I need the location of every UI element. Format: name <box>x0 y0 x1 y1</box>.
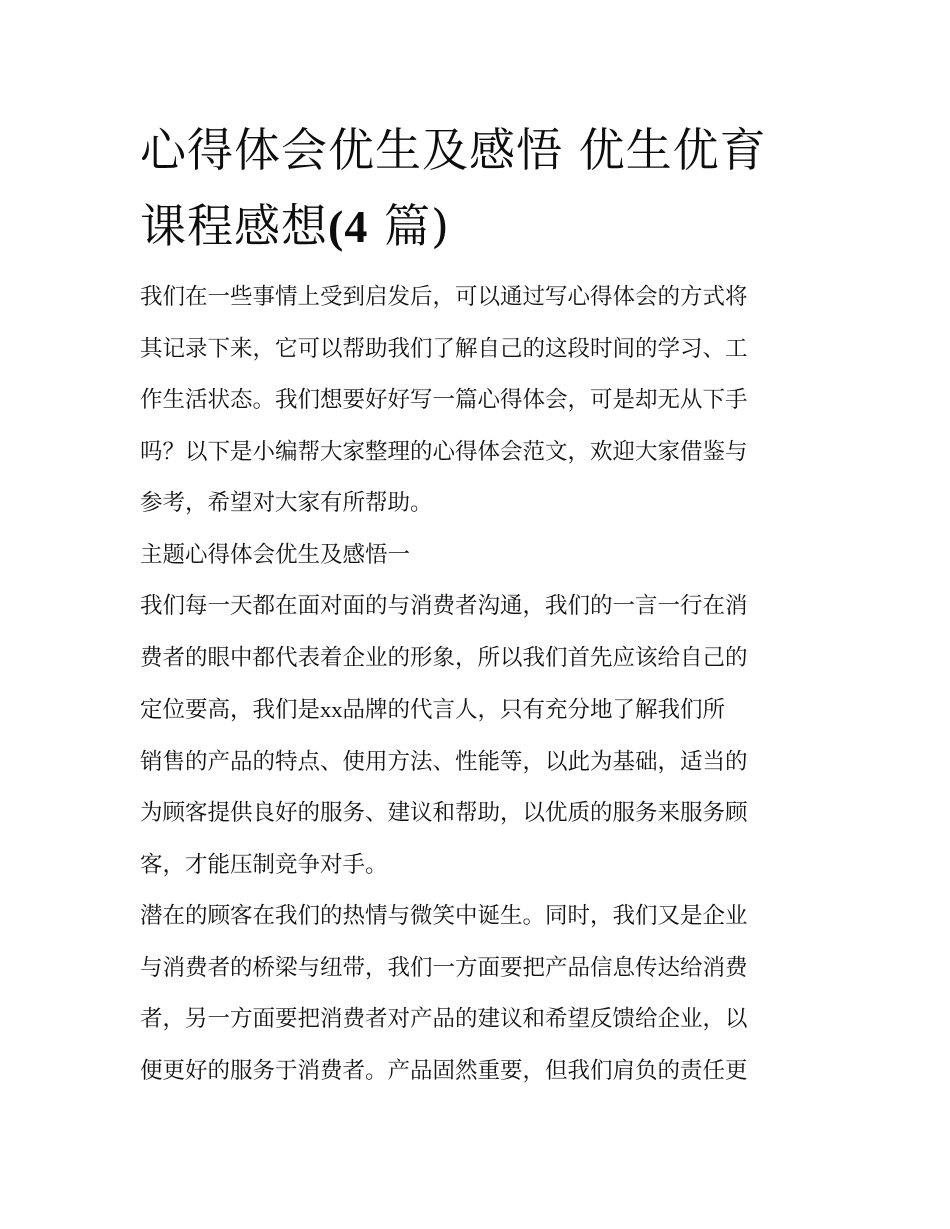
paragraph-line: 为顾客提供良好的服务、建议和帮助，以优质的服务来服务顾 <box>140 800 748 826</box>
title-line-2-prefix: 课程感想 <box>140 199 328 253</box>
section-paragraph-2 <box>140 891 830 1097</box>
paragraph-line: 我们每一天都在面对面的与消费者沟通，我们的一言一行在消 <box>140 593 748 619</box>
section-paragraph-1 <box>140 581 830 891</box>
intro-line: 作生活状态。我们想要好好写一篇心得体会，可是却无从下手 <box>140 387 748 413</box>
brand-placeholder: xx <box>320 697 343 722</box>
paragraph-line: 客，才能压制竞争对手。 <box>140 851 388 878</box>
intro-line: 吗？以下是小编帮大家整理的心得体会范文，欢迎大家借鉴与 <box>140 438 748 465</box>
paragraph-line: 潜在的顾客在我们的热情与微笑中诞生。同时，我们又是企业 <box>140 903 748 929</box>
line-suffix: 品牌的代言人，只有充分地了解我们所 <box>342 697 726 723</box>
paragraph-line: 与消费者的桥梁与纽带，我们一方面要把产品信息传达给消费 <box>140 954 748 981</box>
title-line-1: 心得体会优生及感悟 优生优育 <box>140 123 767 177</box>
title-line-2 <box>140 188 830 265</box>
intro-line: 参考，希望对大家有所帮助。 <box>140 490 433 516</box>
paragraph-line: 者，另一方面要把消费者对产品的建议和希望反馈给企业，以 <box>140 1006 748 1032</box>
title-line-2-suffix: 篇) <box>383 199 450 253</box>
title-line-2-number: (4 <box>328 201 369 252</box>
paragraph-line: 销售的产品的特点、使用方法、性能等，以此为基础，适当的 <box>140 748 748 775</box>
line-prefix: 定位要高，我们是 <box>140 697 321 723</box>
section-heading: 主题心得体会优生及感悟一 <box>140 541 411 568</box>
document-title <box>140 112 830 265</box>
document-body <box>140 272 830 1097</box>
intro-paragraph <box>140 272 830 530</box>
intro-line: 我们在一些事情上受到启发后，可以通过写心得体会的方式将 <box>140 284 748 310</box>
paragraph-line <box>140 684 830 737</box>
paragraph-line: 费者的眼中都代表着企业的形象，所以我们首先应该给自己的 <box>140 644 748 671</box>
paragraph-line: 便更好的服务于消费者。产品固然重要，但我们肩负的责任更 <box>140 1057 748 1084</box>
intro-line: 其记录下来，它可以帮助我们了解自己的这段时间的学习、工 <box>140 335 748 362</box>
